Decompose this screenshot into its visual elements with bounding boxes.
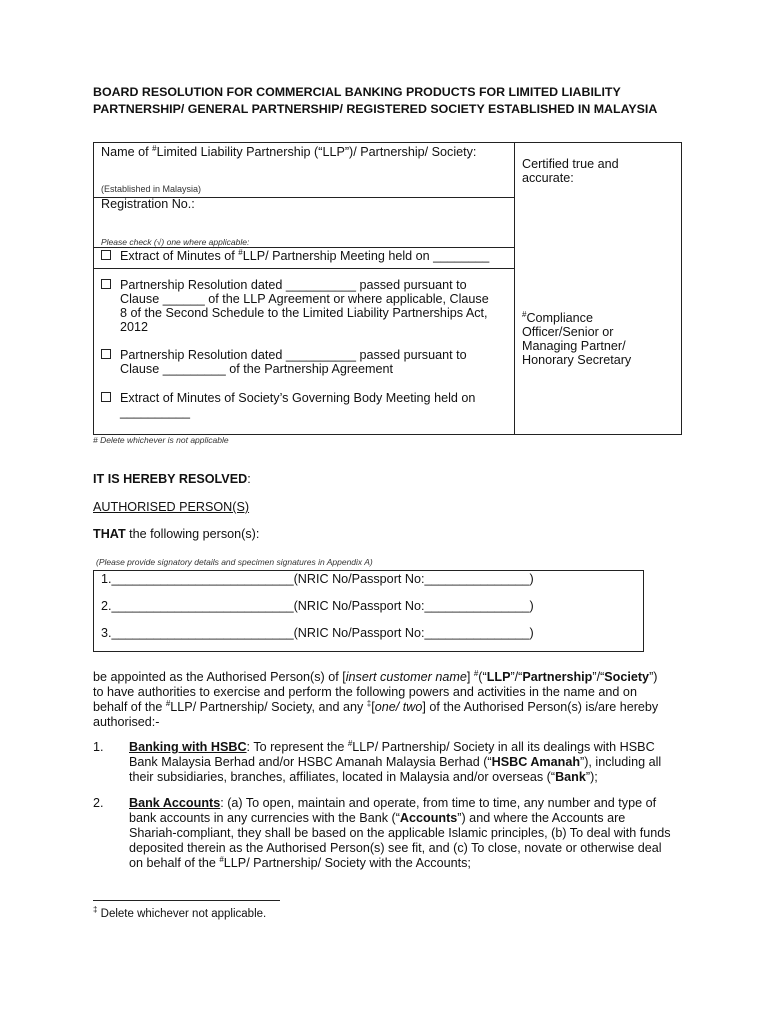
person-entry[interactable]: 3.__________________________(NRIC No/Passport No:_______________) — [101, 626, 534, 640]
authorised-persons-heading: AUTHORISED PERSON(S) — [93, 500, 250, 514]
option-llp-resolution[interactable]: Partnership Resolution dated __________ passed pursuant to — [101, 278, 467, 292]
bank-accounts-clause: Bank Accounts: (a) To open, maintain and operate, from time to time, any number and type of bank accounts in any currencies with the Bank (“Accounts”) and where the Accounts are Shariah-compliant, they shall be based on the applicable Islamic principles, (b) To deal with funds deposited therein as the Authorised Person(s) see fit, and (c) To close, novate or otherwise deal on behalf of the #LLP/ Partnership/ Society with the Accounts; — [129, 796, 671, 870]
footnote-divider — [93, 900, 280, 901]
person-entry[interactable]: 2.__________________________(NRIC No/Passport No:_______________) — [101, 599, 534, 613]
option-llp-resolution-line: 8 of the Second Schedule to the Limited Liability Partnerships Act, — [120, 306, 488, 320]
banking-with-hsbc-clause: Banking with HSBC: To represent the #LLP/ Partnership/ Society in all its dealings with HSBC Bank Malaysia Berhad and/or HSBC Amanah Malaysia Berhad (“HSBC Amanah”), including all their subsidiaries, branches, affiliates, located in Malaysia and/or overseas (“Bank”); — [129, 738, 662, 784]
name-of-entity-label: Name of #Limited Liability Partnership (“LLP”)/ Partnership/ Society: — [101, 143, 477, 159]
checkbox[interactable] — [101, 250, 111, 260]
checkbox[interactable] — [101, 392, 111, 402]
appendix-note: (Please provide signatory details and specimen signatures in Appendix A) — [96, 557, 373, 567]
appointment-paragraph: be appointed as the Authorised Person(s) of [insert customer name] #(“LLP”/“Partnership”/“Society”) to have authorities to exercise and perform the following powers and activities in the name and on behalf of the #LLP/ Partnership/ Society, and any ‡[one/ two] of the Authorised Person(s) is/are hereby authorised:- — [93, 668, 659, 729]
table-row-divider — [93, 268, 514, 269]
checkbox[interactable] — [101, 349, 111, 359]
established-note: (Established in Malaysia) — [101, 184, 202, 194]
registration-label: Registration No.: — [101, 197, 195, 211]
item-number: 1. — [93, 740, 104, 754]
option-society-minutes[interactable]: Extract of Minutes of Society’s Governing Body Meeting held on — [101, 391, 475, 405]
footnote: ‡ Delete whichever not applicable. — [93, 905, 267, 920]
option-llp-minutes[interactable]: Extract of Minutes of #LLP/ Partnership Meeting held on ________ — [101, 249, 489, 263]
option-society-minutes-line: __________ — [120, 405, 191, 419]
resolved-heading: IT IS HEREBY RESOLVED: — [93, 472, 251, 486]
option-llp-resolution-line: Clause ______ of the LLP Agreement or where applicable, Clause — [120, 292, 489, 306]
item-number: 2. — [93, 796, 104, 810]
option-llp-resolution-line: 2012 — [120, 320, 149, 334]
person-entry[interactable]: 1.__________________________(NRIC No/Passport No:_______________) — [101, 572, 534, 586]
page-title: BOARD RESOLUTION FOR COMMERCIAL BANKING PRODUCTS FOR LIMITED LIABILITY PARTNERSHIP/ GENERAL PARTNERSHIP/ REGISTERED SOCIETY ESTABLISHED IN MALAYSIA — [93, 85, 658, 116]
delete-note: # Delete whichever is not applicable — [93, 435, 229, 445]
officer-label: #Compliance Officer/Senior or Managing Partner/ Honorary Secretary — [522, 309, 632, 367]
certified-label: Certified true and accurate: — [522, 157, 619, 185]
option-partnership-resolution-line: Clause _________ of the Partnership Agreement — [120, 362, 394, 376]
option-partnership-resolution[interactable]: Partnership Resolution dated __________ passed pursuant to — [101, 348, 467, 362]
checkbox[interactable] — [101, 279, 111, 289]
table-column-divider — [514, 142, 515, 434]
check-note: Please check (√) one where applicable: — [101, 237, 250, 247]
that-line: THAT the following person(s): — [93, 527, 260, 541]
table-row-divider — [93, 247, 514, 248]
